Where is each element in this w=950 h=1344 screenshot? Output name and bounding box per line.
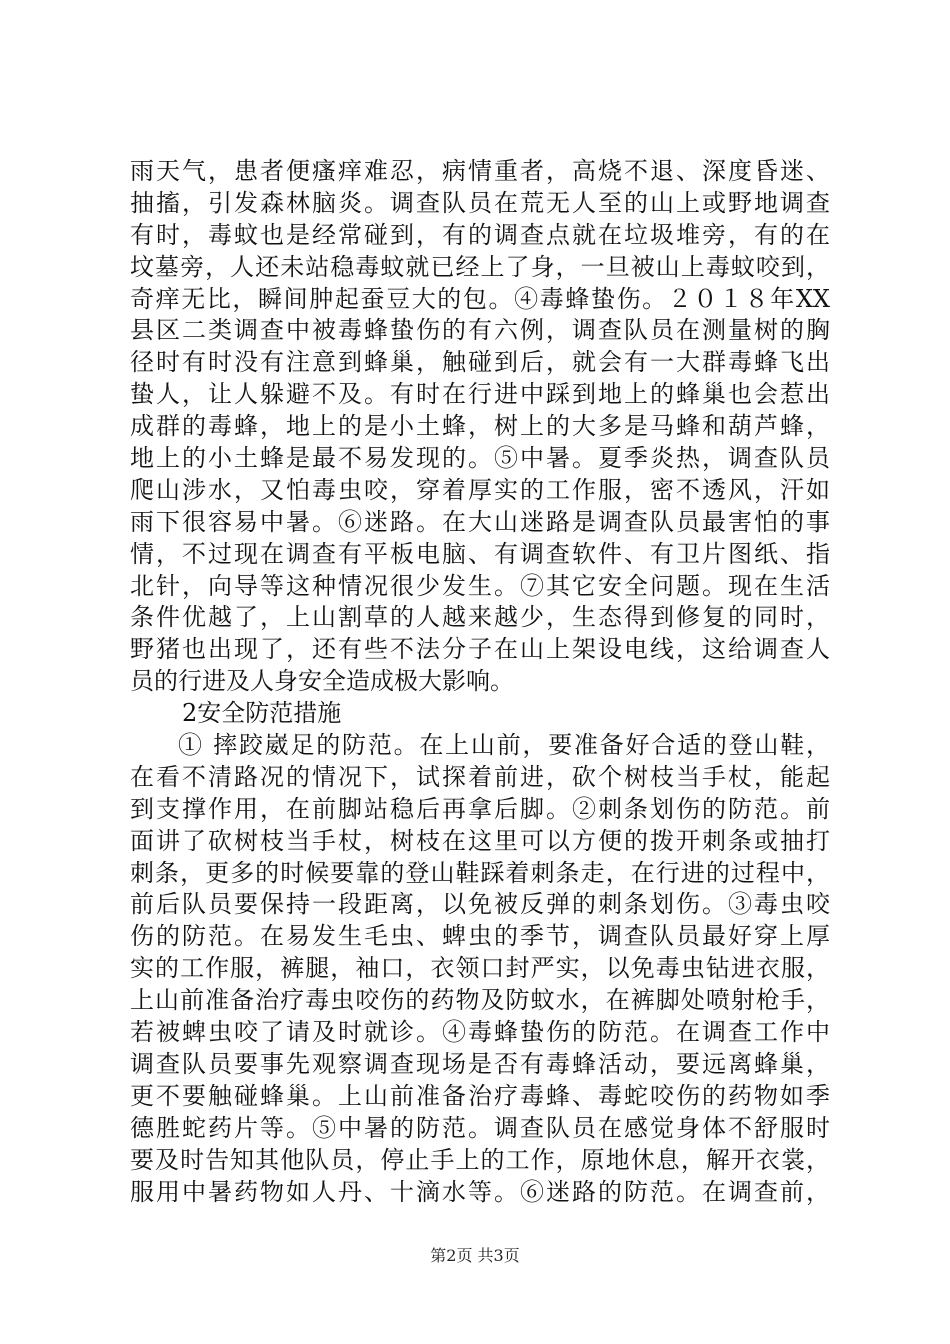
text-line: 刺条，更多的时候要靠的登山鞋踩着刺条走，在行进的过程中，: [130, 858, 830, 887]
page-number-label: 第2页 共3页: [430, 1246, 520, 1265]
text-line: 员的行进及人身安全造成极大影响。: [130, 667, 514, 696]
text-line: 情，不过现在调查有平板电脑、有调查软件、有卫片图纸、指: [130, 539, 830, 568]
text-line: 若被蜱虫咬了请及时就诊。④毒蜂蛰伤的防范。在调查工作中: [130, 1018, 830, 1047]
text-line: 服用中暑药物如人丹、十滴水等。⑥迷路的防范。在调查前，: [130, 1177, 830, 1206]
text-line: 到支撑作用，在前脚站稳后再拿后脚。②刺条划伤的防范。前: [130, 794, 830, 823]
text-line: 雨下很容易中暑。⑥迷路。在大山迷路是调查队员最害怕的事: [130, 507, 830, 536]
text-line: 县区二类调查中被毒蜂蛰伤的有六例，调查队员在测量树的胸: [130, 316, 830, 345]
text-line: 径时有时没有注意到蜂巢，触碰到后，就会有一大群毒蜂飞出: [130, 348, 830, 377]
text-line: 抽搐，引发森林脑炎。调查队员在荒无人至的山上或野地调查: [130, 188, 830, 217]
text-line: 北针，向导等这种情况很少发生。⑦其它安全问题。现在生活: [130, 571, 830, 600]
section-heading: 2安全防范措施: [182, 699, 342, 728]
text-line: 蛰人，让人躲避不及。有时在行进中踩到地上的蜂巢也会惹出: [130, 380, 830, 409]
text-line: ① 摔跤崴足的防范。在上山前，要准备好合适的登山鞋，: [178, 731, 830, 760]
text-line: 奇痒无比，瞬间肿起蚕豆大的包。④毒蜂蛰伤。２０１８年XX: [130, 284, 830, 313]
text-line: 德胜蛇药片等。⑤中暑的防范。调查队员在感觉身体不舒服时: [130, 1113, 830, 1142]
text-line: 条件优越了，上山割草的人越来越少，生态得到修复的同时，: [130, 603, 830, 632]
text-line: 更不要触碰蜂巢。上山前准备治疗毒蜂、毒蛇咬伤的药物如季: [130, 1081, 830, 1110]
document-body: [130, 156, 830, 1208]
text-line: 要及时告知其他队员，停止手上的工作，原地休息，解开衣裳，: [130, 1145, 830, 1174]
text-line: 成群的毒蜂，地上的是小土蜂，树上的大多是马蜂和葫芦蜂，: [130, 412, 830, 441]
text-line: 雨天气，患者便瘙痒难忍，病情重者，高烧不退、深度昏迷、: [130, 157, 830, 185]
text-line: 爬山涉水，又怕毒虫咬，穿着厚实的工作服，密不透风，汗如: [130, 475, 830, 504]
text-line: 伤的防范。在易发生毛虫、蜱虫的季节，调查队员最好穿上厚: [130, 922, 830, 951]
text-line: 有时，毒蚊也是经常碰到，有的调查点就在垃圾堆旁，有的在: [130, 220, 830, 249]
text-line: 实的工作服，裤腿，袖口，衣领口封严实，以免毒虫钻进衣服，: [130, 954, 830, 983]
text-line: 上山前准备治疗毒虫咬伤的药物及防蚊水，在裤脚处喷射枪手，: [130, 986, 830, 1015]
text-line: 调查队员要事先观察调查现场是否有毒蜂活动，要远离蜂巢，: [130, 1049, 830, 1078]
text-line: 地上的小土蜂是最不易发现的。⑤中暑。夏季炎热，调查队员: [130, 444, 830, 473]
page-footer: [0, 1243, 950, 1266]
text-line: 面讲了砍树枝当手杖，树枝在这里可以方便的拨开刺条或抽打: [130, 826, 830, 855]
text-line: 在看不清路况的情况下，试探着前进，砍个树枝当手杖，能起: [130, 762, 830, 791]
text-line: 坟墓旁，人还未站稳毒蚊就已经上了身，一旦被山上毒蚊咬到，: [130, 252, 830, 281]
text-line: 野猪也出现了，还有些不法分子在山上架设电线，这给调查人: [130, 635, 830, 664]
text-line: 前后队员要保持一段距离，以免被反弹的刺条划伤。③毒虫咬: [130, 890, 830, 919]
